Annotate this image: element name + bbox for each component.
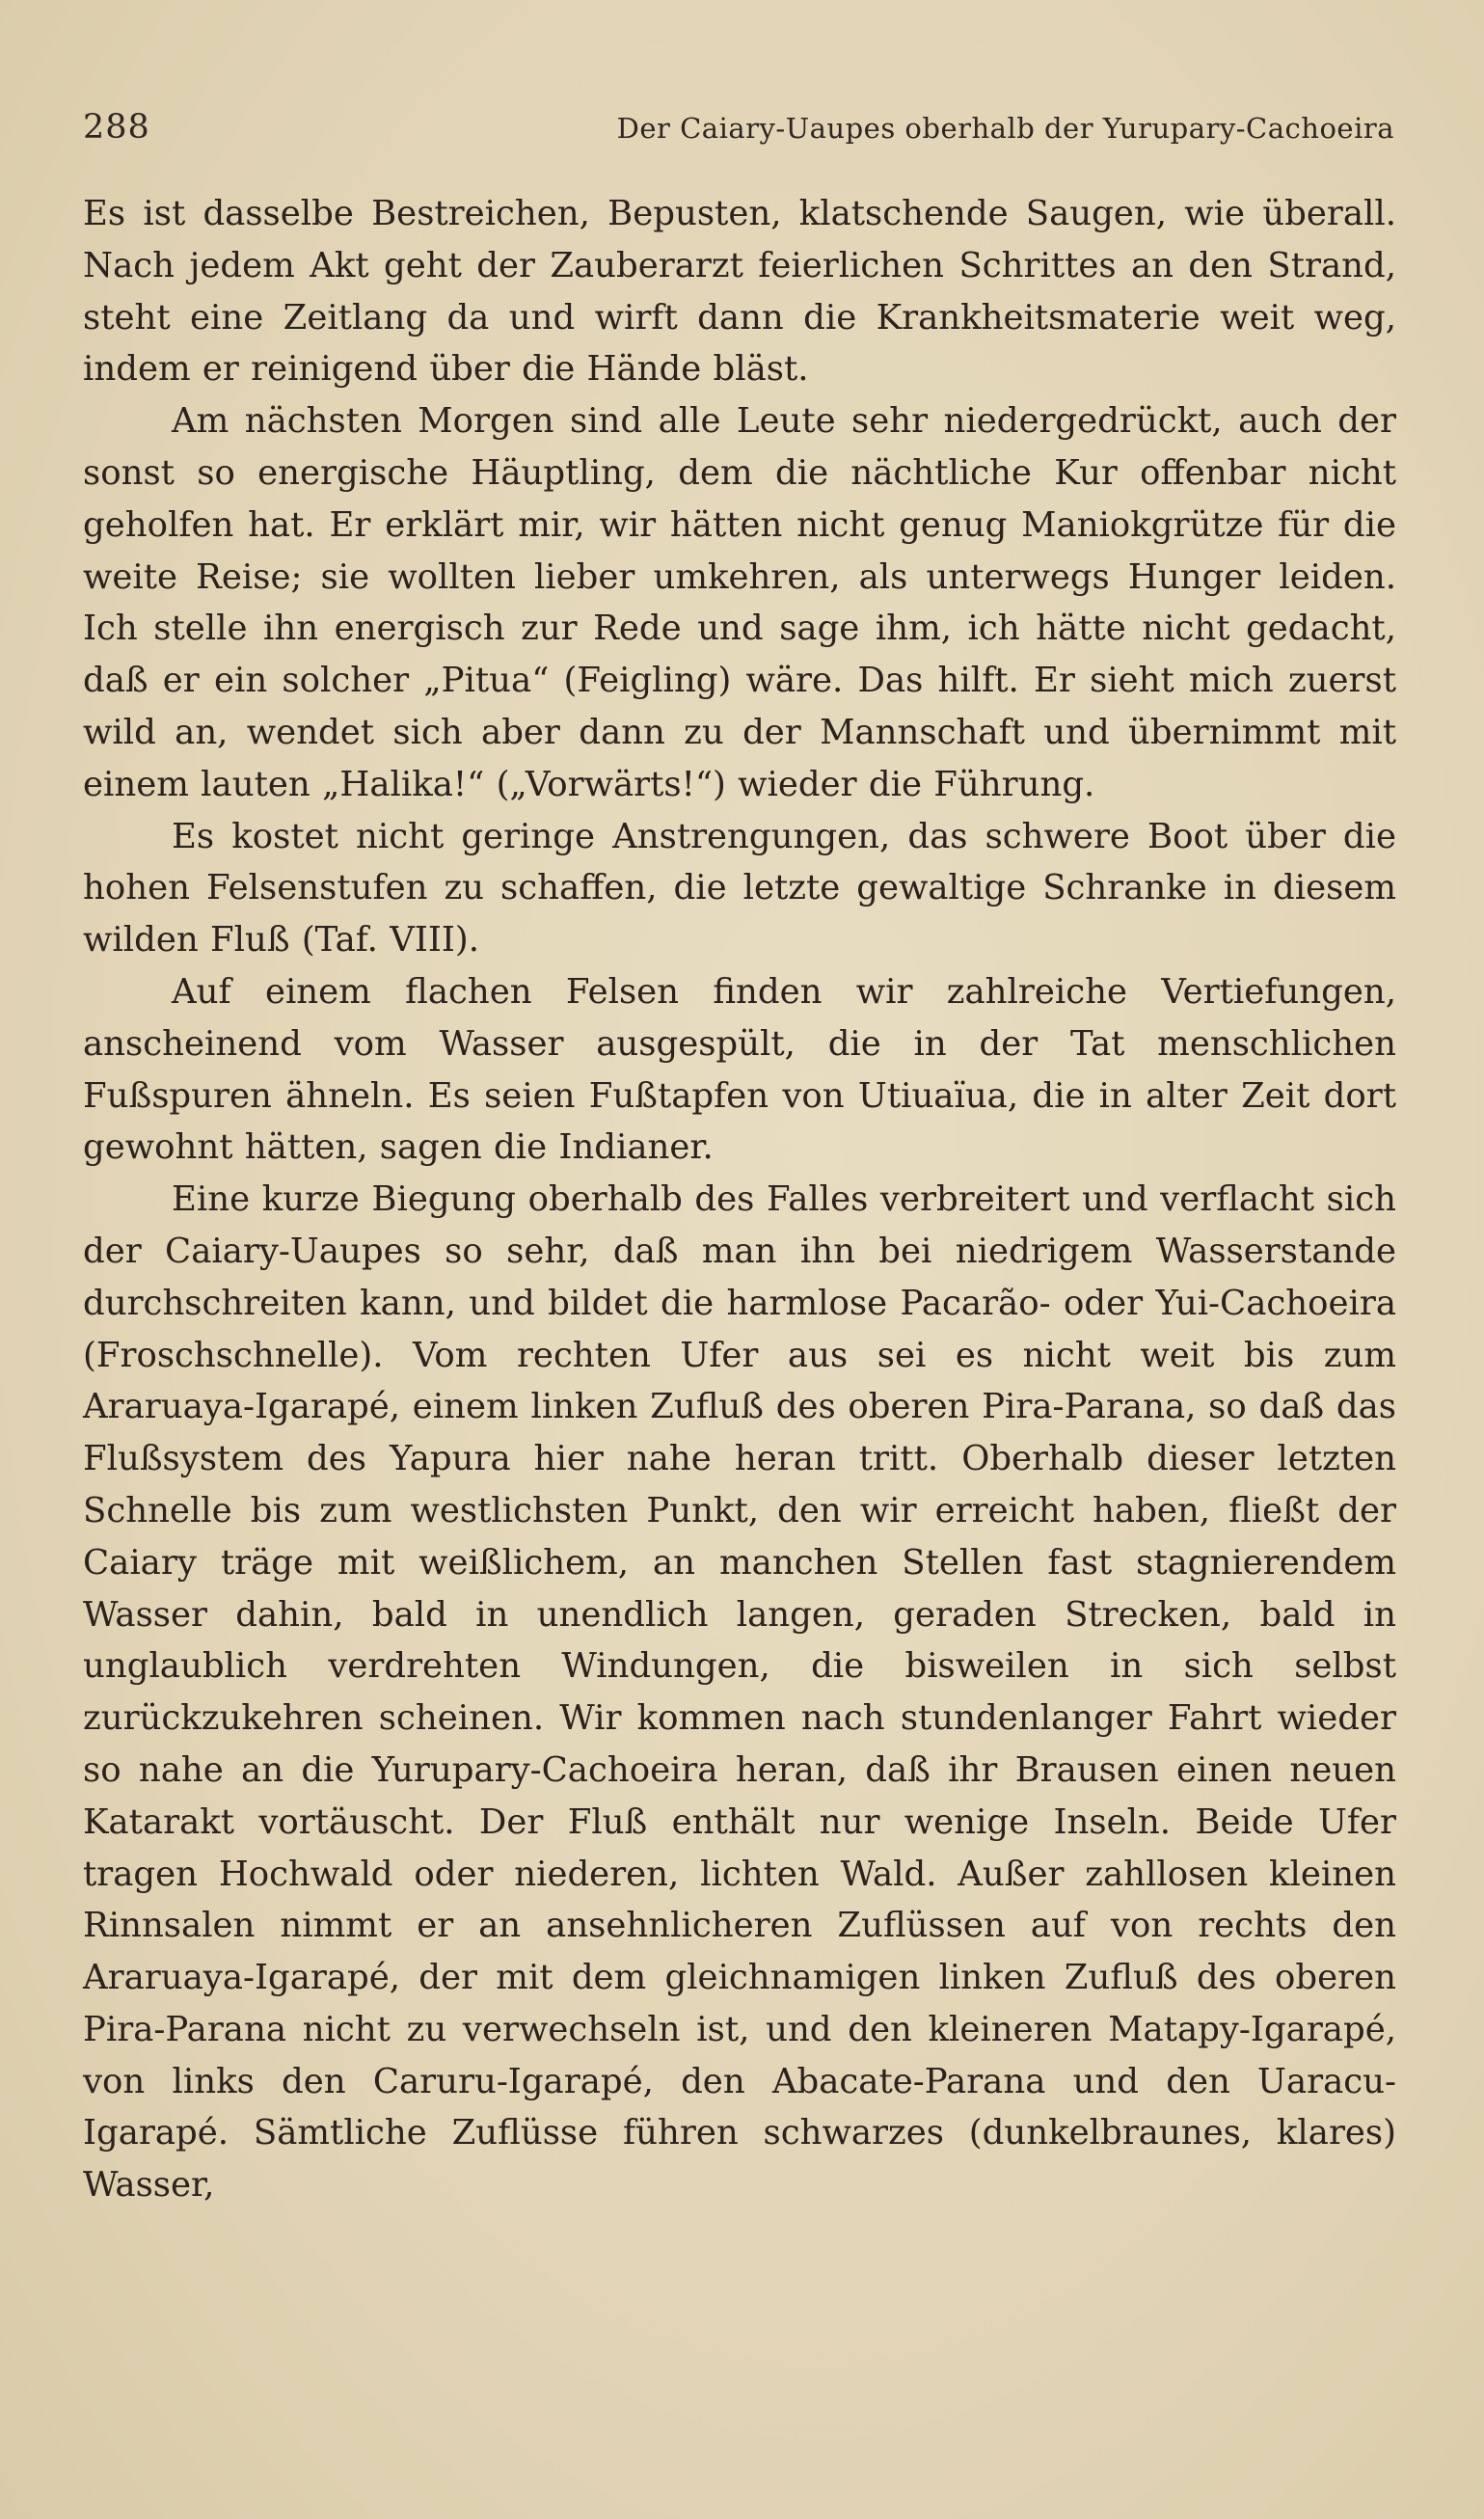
paragraph-4: Auf einem flachen Felsen finden wir zahlreiche Vertiefungen, anscheinend vom Wasser ausgespült, die in der Tat menschlichen Fußspuren ähneln. Es seien Fußtapfen von Utiuaïua, die in alter Zeit dort gewohnt hätten, sagen die Indianer. xyxy=(83,971,1396,1168)
page-header xyxy=(83,108,1394,156)
paragraph-3: Es kostet nicht geringe Anstrengungen, das schwere Boot über die hohen Felsenstufen zu schaffen, die letzte gewaltige Schranke in diesem wilden Fluß (Taf. VIII). xyxy=(83,816,1396,961)
paragraph-1: Es ist dasselbe Bestreichen, Bepusten, klatschende Saugen, wie überall. Nach jedem Akt geht der Zauberarzt feierlichen Schrittes an den Strand, steht eine Zeitlang da und wirft dann die Krankheitsmaterie weit weg, indem er reinigend über die Hände bläst. xyxy=(83,194,1396,390)
running-title: Der Caiary-Uaupes oberhalb der Yurupary-Cachoeira xyxy=(616,112,1394,145)
paragraph-2: Am nächsten Morgen sind alle Leute sehr niedergedrückt, auch der sonst so energische Häuptling, dem die nächtliche Kur offenbar nicht geholfen hat. Er erklärt mir, wir hätten nicht genug Maniokgrütze für die weite Reise; sie wollten lieber umkehren, als unterwegs Hunger leiden. Ich stelle ihn energisch zur Rede und sage ihm, ich hätte nicht gedacht, daß er ein solcher „Pitua“ (Feigling) wäre. Das hilft. Er sieht mich zuerst wild an, wendet sich aber dann zu der Mannschaft und übernimmt mit einem lauten „Halika!“ („Vorwärts!“) wieder die Führung. xyxy=(83,401,1396,804)
paragraph-5: Eine kurze Biegung oberhalb des Falles verbreitert und verflacht sich der Caiary-Uaupes so sehr, daß man ihn bei niedrigem Wasserstande durchschreiten kann, und bildet die harmlose Pacarão- oder Yui-Cachoeira (Froschschnelle). Vom rechten Ufer aus sei es nicht weit bis zum Araruaya-Igarapé, einem linken Zufluß des oberen Pira-Parana, so daß das Flußsystem des Yapura hier nahe heran tritt. Oberhalb dieser letzten Schnelle bis zum westlichsten Punkt, den wir erreicht haben, fließt der Caiary träge mit weißlichem, an manchen Stellen fast stagnierendem Wasser dahin, bald in unendlich langen, geraden Strecken, bald in unglaublich verdrehten Windungen, die bisweilen in sich selbst zurückzukehren scheinen. Wir kommen nach stundenlanger Fahrt wieder so nahe an die Yurupary-Cachoeira heran, daß ihr Brausen einen neuen Katarakt vortäuscht. Der Fluß enthält nur wenige Inseln. Beide Ufer tragen Hochwald oder niederen, lichten Wald. Außer zahllosen kleinen Rinnsalen nimmt er an ansehnlicheren Zuflüssen auf von rechts den Araruaya-Igarapé, der mit dem gleichnamigen linken Zufluß des oberen Pira-Parana nicht zu verwechseln ist, und den kleineren Matapy-Igarapé, von links den Caruru-Igarapé, den Abacate-Parana und den Uaracu-Igarapé. Sämtliche Zuflüsse führen schwarzes (dunkelbraunes, klares) Wasser, xyxy=(83,1179,1396,2206)
page-number: 288 xyxy=(83,108,150,147)
body-text xyxy=(83,188,1396,2211)
